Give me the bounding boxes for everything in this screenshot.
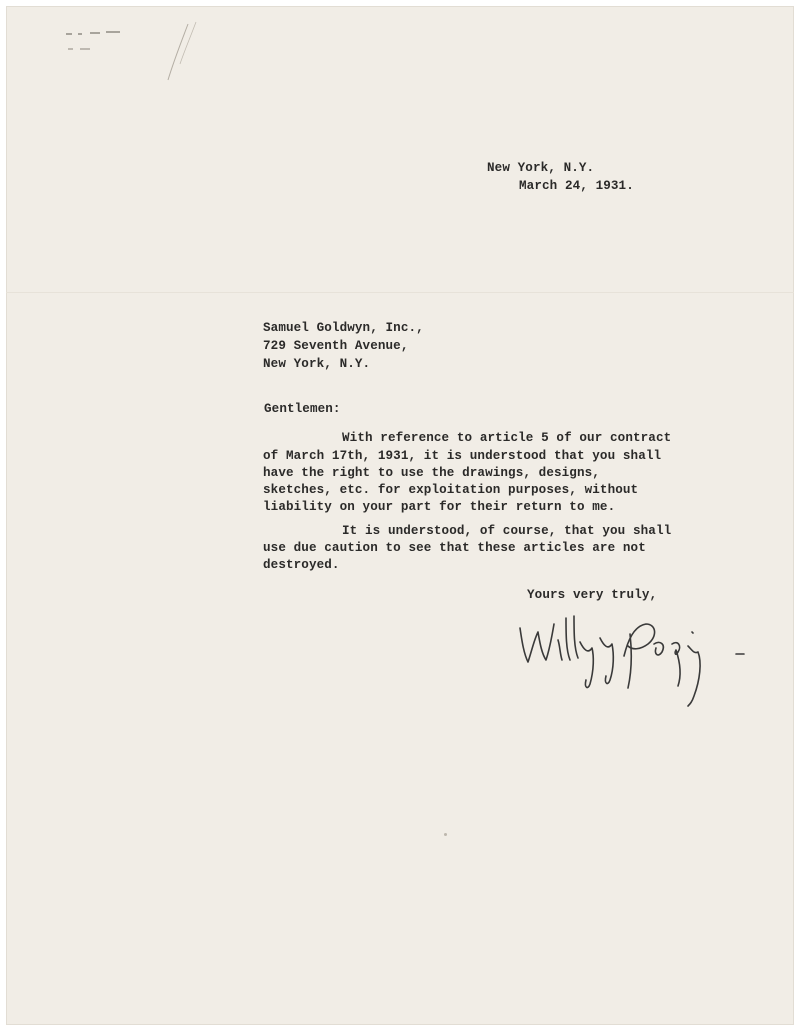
pencil-marks	[56, 16, 216, 96]
body-line: It is understood, of course, that you shall	[342, 524, 672, 538]
closing: Yours very truly,	[527, 588, 658, 602]
salutation: Gentlemen:	[264, 402, 341, 416]
paper-fold-line	[6, 292, 794, 293]
body-line: of March 17th, 1931, it is understood that you shall	[263, 449, 662, 463]
body-line: destroyed.	[263, 558, 340, 572]
letter-place: New York, N.Y.	[487, 161, 595, 175]
letter-page	[6, 6, 794, 1025]
recipient-line: New York, N.Y.	[263, 357, 371, 371]
body-line: sketches, etc. for exploitation purposes, without	[263, 483, 639, 497]
body-line: With reference to article 5 of our contract	[342, 431, 672, 445]
body-line: have the right to use the drawings, designs,	[263, 466, 600, 480]
body-line: use due caution to see that these articles are not	[263, 541, 646, 555]
paper-speck	[444, 833, 447, 836]
recipient-line: Samuel Goldwyn, Inc.,	[263, 321, 424, 335]
recipient-line: 729 Seventh Avenue,	[263, 339, 409, 353]
letter-date: March 24, 1931.	[519, 179, 634, 193]
body-line: liability on your part for their return to me.	[263, 500, 616, 514]
handwritten-signature	[514, 610, 754, 714]
